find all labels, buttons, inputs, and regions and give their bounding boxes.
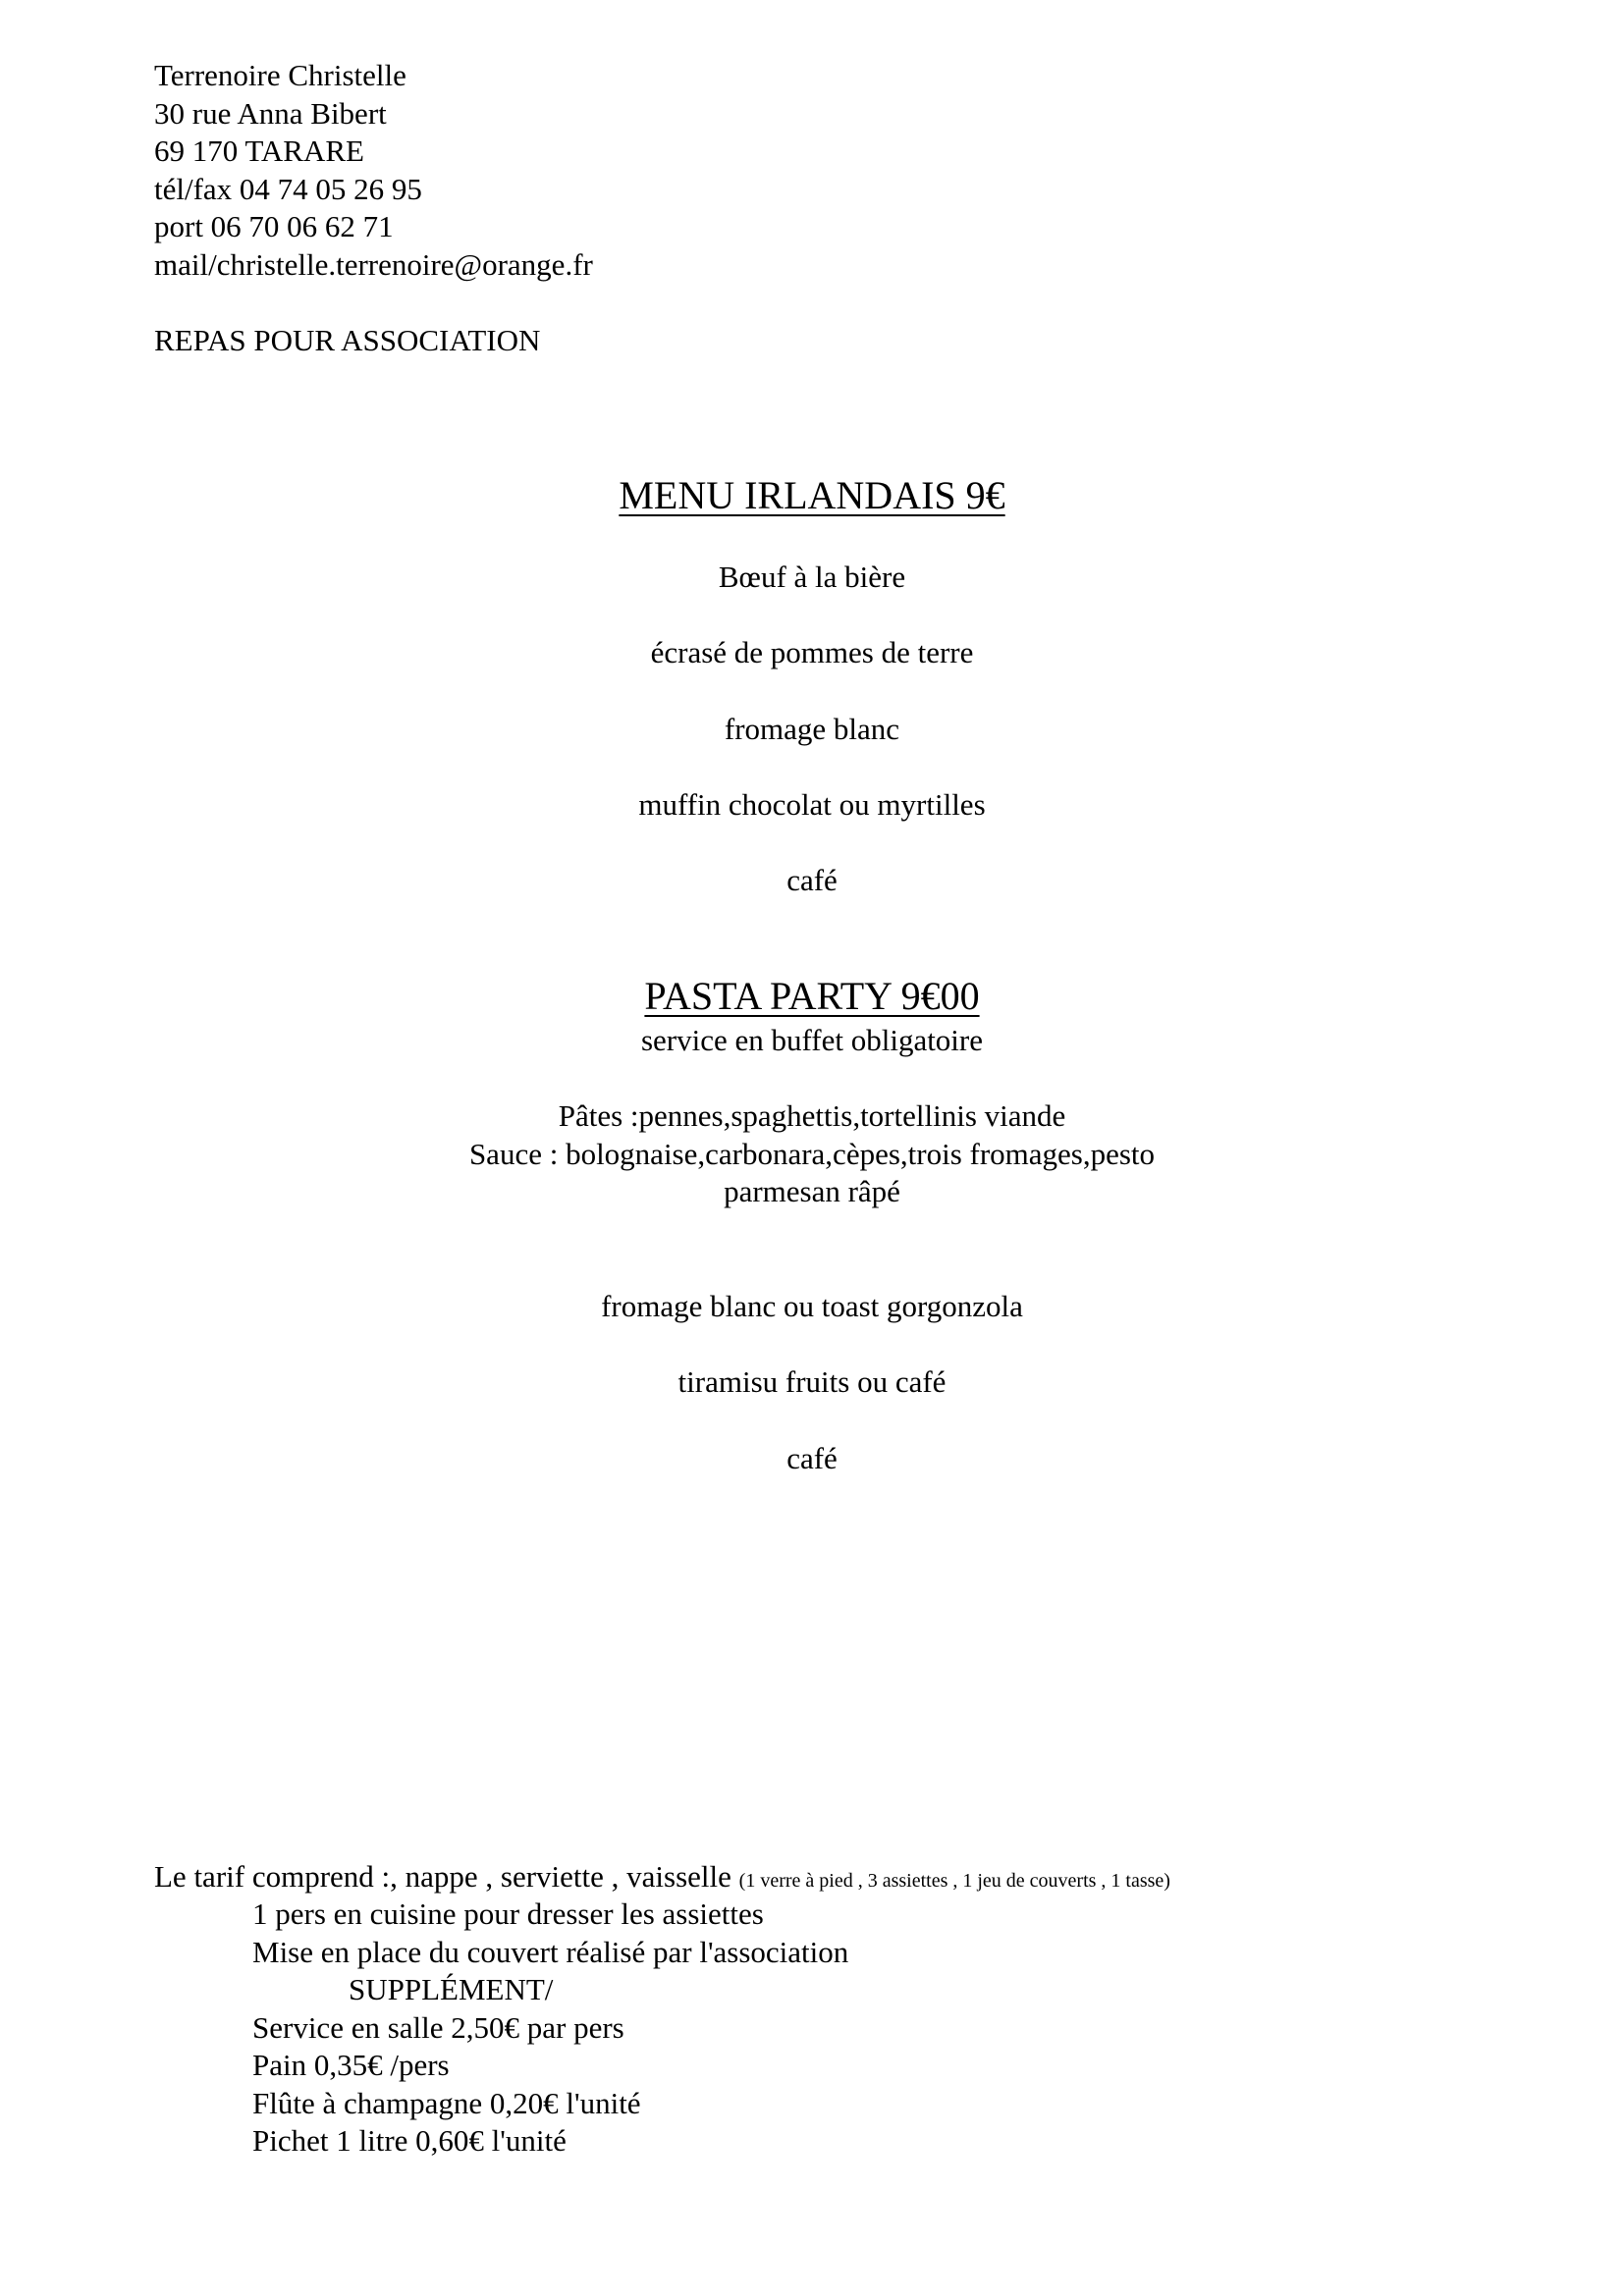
contact-city: 69 170 TARARE xyxy=(154,133,364,168)
supplement-item: Pichet 1 litre 0,60€ l'unité xyxy=(252,2123,567,2158)
menu-irlandais-title: MENU IRLANDAIS 9€ xyxy=(619,473,1005,517)
supplement-item: Pain 0,35€ /pers xyxy=(252,2048,450,2082)
menu-irlandais-item: Bœuf à la bière xyxy=(718,560,906,594)
pasta-party-item: café xyxy=(786,1441,838,1475)
document-heading: REPAS POUR ASSOCIATION xyxy=(154,323,541,357)
contact-street: 30 rue Anna Bibert xyxy=(154,96,387,131)
menu-irlandais-item: muffin chocolat ou myrtilles xyxy=(638,787,986,822)
supplement-item: Flûte à champagne 0,20€ l'unité xyxy=(252,2086,641,2120)
pasta-party-parmesan: parmesan râpé xyxy=(724,1174,900,1208)
menu-irlandais-item: café xyxy=(786,863,838,897)
supplement-item: Service en salle 2,50€ par pers xyxy=(252,2010,624,2045)
contact-name: Terrenoire Christelle xyxy=(154,58,406,92)
contact-mobile: port 06 70 06 62 71 xyxy=(154,209,394,243)
pasta-party-subtitle: service en buffet obligatoire xyxy=(640,1023,984,1057)
tarif-vaisselle-detail: (1 verre à pied , 3 assiettes , 1 jeu de couverts , 1 tasse) xyxy=(738,1870,1170,1892)
menu-irlandais-item: écrasé de pommes de terre xyxy=(650,635,974,669)
contact-telfax: tél/fax 04 74 05 26 95 xyxy=(154,172,422,206)
tarif-cuisine: 1 pers en cuisine pour dresser les assiettes xyxy=(252,1896,764,1931)
pasta-party-pates: Pâtes :pennes,spaghettis,tortellinis viande xyxy=(558,1098,1066,1133)
menu-irlandais-item: fromage blanc xyxy=(724,712,900,746)
contact-email: mail/christelle.terrenoire@orange.fr xyxy=(154,247,593,282)
pasta-party-title: PASTA PARTY 9€00 xyxy=(644,974,980,1018)
pasta-party-item: tiramisu fruits ou café xyxy=(677,1364,947,1399)
pasta-party-item: fromage blanc ou toast gorgonzola xyxy=(601,1289,1023,1323)
tarif-intro: Le tarif comprend :, nappe , serviette , vaisselle (1 verre à pied , 3 assiettes , 1 jeu de couverts , 1 tasse) xyxy=(154,1859,1170,1894)
tarif-couvert: Mise en place du couvert réalisé par l'association xyxy=(252,1935,849,1969)
pasta-party-sauce: Sauce : bolognaise,carbonara,cèpes,trois fromages,pesto xyxy=(468,1137,1156,1171)
supplement-heading: SUPPLÉMENT/ xyxy=(349,1972,554,2006)
